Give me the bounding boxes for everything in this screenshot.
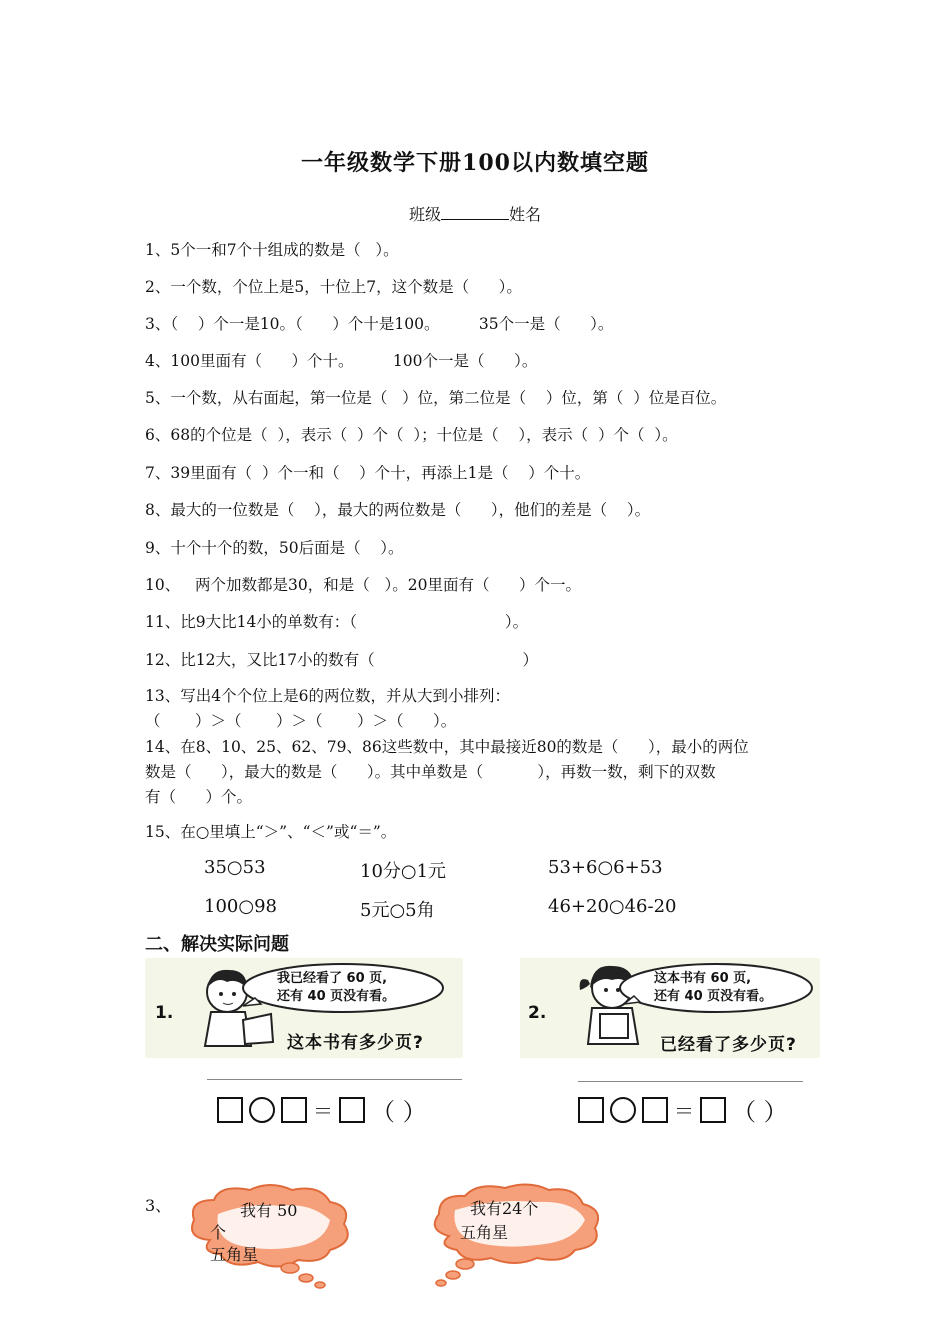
cloud-1-text: 五角星 (210, 1245, 259, 1264)
name-label: 姓名 (509, 205, 542, 224)
problem-2-number: 2. (528, 1003, 547, 1023)
answer-box[interactable] (700, 1097, 726, 1123)
compare-item: 5元○5角 (360, 900, 435, 921)
question-7: 7、39里面有（ ）个一和（ ）个十，再添上1是（ ）个十。 (145, 464, 591, 482)
bubble-text: 还有 40 页没有看。 (277, 989, 396, 1004)
equation-1 (217, 1092, 427, 1127)
question-5: 5、一个数，从右面起，第一位是（ ）位，第二位是（ ）位，第（ ）位是百位。 (145, 389, 727, 407)
question-11: 11、比9大比14小的单数有：（ ）。 (145, 613, 529, 631)
cloud-2-text: 五角星 (460, 1223, 509, 1242)
question-6: 6、68的个位是（ ），表示（ ）个（ ）；十位是（ ），表示（ ）个（ ）。 (145, 426, 678, 444)
class-label: 班级 (408, 205, 441, 224)
question-14-line1: 14、在8、10、25、62、79、86这些数中，其中最接近80的数是（ ），最小的两位 (145, 738, 749, 756)
answer-box[interactable] (578, 1097, 604, 1123)
compare-item: 53+6○6+53 (548, 857, 663, 878)
problem-3-number: 3、 (145, 1196, 172, 1215)
compare-item: 46+20○46-20 (548, 896, 677, 917)
compare-item: 100○98 (204, 896, 277, 917)
question-12: 12、比12大，又比17小的数有（ ） (145, 651, 538, 669)
problem-1-cartoon (145, 958, 463, 1058)
bubble-text: 这本书有 60 页, (654, 971, 752, 986)
question-14-line2: 数是（ ），最大的数是（ ）。其中单数是（ ），再数一数，剩下的双数 (145, 763, 716, 781)
question-8: 8、最大的一位数是（ ），最大的两位数是（ ），他们的差是（ ）。 (145, 501, 651, 519)
equals-sign: ＝ (313, 1099, 333, 1123)
problem-2-question: 已经看了多少页? (660, 1035, 797, 1055)
cloud-1-text: 我有 50 (240, 1201, 298, 1220)
question-10: 10、 两个加数都是30，和是（ ）。20里面有（ ）个一。 (145, 576, 582, 594)
equation-2 (578, 1092, 788, 1127)
question-9: 9、十个十个的数，50后面是（ ）。 (145, 539, 404, 557)
answer-line (578, 1081, 803, 1082)
cloud-1-text: 个 (210, 1223, 227, 1242)
unit-paren[interactable]: （ ） (371, 1098, 427, 1126)
bubble-text: 我已经看了 60 页, (277, 971, 388, 986)
question-4: 4、100里面有（ ）个十。 100个一是（ ）。 (145, 352, 538, 370)
problem-1-number: 1. (155, 1003, 174, 1023)
question-15: 15、在○里填上“＞”、“＜”或“＝”。 (145, 823, 397, 841)
operator-circle[interactable] (249, 1097, 275, 1123)
unit-paren[interactable]: （ ） (732, 1098, 788, 1126)
compare-item: 35○53 (204, 857, 266, 878)
page-title: 一年级数学下册100以内数填空题 (301, 150, 649, 176)
thought-cloud-2 (425, 1180, 615, 1290)
answer-box[interactable] (339, 1097, 365, 1123)
section-title: 二、解决实际问题 (145, 934, 289, 955)
answer-box[interactable] (217, 1097, 243, 1123)
question-2: 2、一个数，个位上是5，十位上7，这个数是（ ）。 (145, 278, 522, 296)
question-13-order: （ ）＞（ ）＞（ ）＞（ ）。 (145, 712, 457, 730)
bubble-text: 还有 40 页没有看。 (654, 989, 773, 1004)
problem-1-question: 这本书有多少页? (287, 1033, 424, 1053)
question-1: 1、5个一和7个十组成的数是（ ）。 (145, 241, 399, 259)
question-13: 13、写出4个个位上是6的两位数，并从大到小排列： (145, 687, 510, 705)
thought-cloud-1 (180, 1180, 370, 1290)
class-blank[interactable] (441, 205, 509, 220)
class-name-line (0, 202, 950, 225)
answer-line (207, 1079, 462, 1080)
question-14-line3: 有（ ）个。 (145, 788, 253, 806)
cloud-2-text: 我有24个 (470, 1199, 539, 1218)
problem-2-cartoon (520, 958, 820, 1058)
compare-item: 10分○1元 (360, 861, 447, 882)
answer-box[interactable] (281, 1097, 307, 1123)
operator-circle[interactable] (610, 1097, 636, 1123)
question-3: 3、（ ）个一是10。（ ）个十是100。 35个一是（ ）。 (145, 315, 614, 333)
equals-sign: ＝ (674, 1099, 694, 1123)
answer-box[interactable] (642, 1097, 668, 1123)
